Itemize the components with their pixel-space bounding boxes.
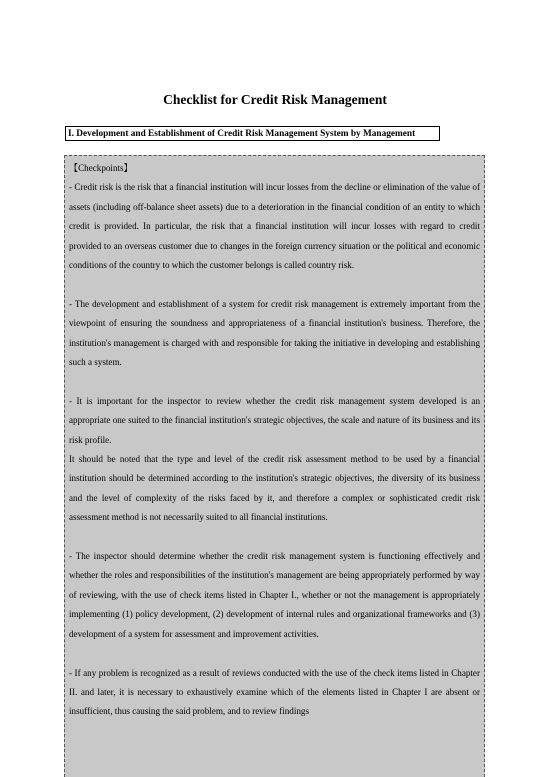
paragraph-functioning-check: - The inspector should determine whether the credit risk management system is functioning effectively and whether the roles and responsibilities of the institution's management are being appropriately performed by way of reviewing, with the use of check items listed in Chapter I., whether or not the management is appropriately implementing (1) policy development, (2) development of internal rules and organizational frameworks and (3) development of a system for assessment and improvement activities. [69,551,480,639]
document-title: Checklist for Credit Risk Management [163,92,387,107]
checkpoints-box [64,155,485,777]
paragraph-system-development: - The development and establishment of a system for credit risk management is extremely important from the viewpoint of ensuring the soundness and appropriateness of a financial institution's business. Therefore, the institution's management is charged with and responsible for taking the initiative in developing and establishing such a system. [69,298,480,368]
paragraph-problem-review: - If any problem is recognized as a result of reviews conducted with the use of the check items listed in Chapter II. and later, it is necessary to exhaustively examine which of the elements listed in Chapter I are absent or insufficient, thus causing the said problem, and to review findings [69,667,480,717]
paragraph-inspector-review: - It is important for the inspector to review whether the credit risk management system developed is an appropriate one suited to the financial institution's strategic objectives, the scale and nature of its business and its risk profile. [69,395,480,445]
paragraph-assessment-method: It should be noted that the type and level of the credit risk assessment method to be used by a financial institution should be determined according to the institution's strategic objectives, the diversity of its business and the level of complexity of the risks faced by it, and therefore a complex or sophisticated credit risk assessment method is not necessarily suited to all financial institutions. [69,454,480,523]
section-heading: I. Development and Establishment of Credit Risk Management System by Management [65,126,440,141]
checkpoints-label: 【Checkpoints】 [69,163,133,173]
paragraph-credit-risk-definition: - Credit risk is the risk that a financial institution will incur losses from the decline or elimination of the value of assets (including off-balance sheet assets) due to a deterioration in the financial condition of an entity to which credit is provided. In particular, the risk that a financial institution will incur losses with regard to credit provided to an overseas customer due to changes in the foreign currency situation or the political and economic conditions of the country to which the customer belongs is called country risk. [69,182,480,271]
